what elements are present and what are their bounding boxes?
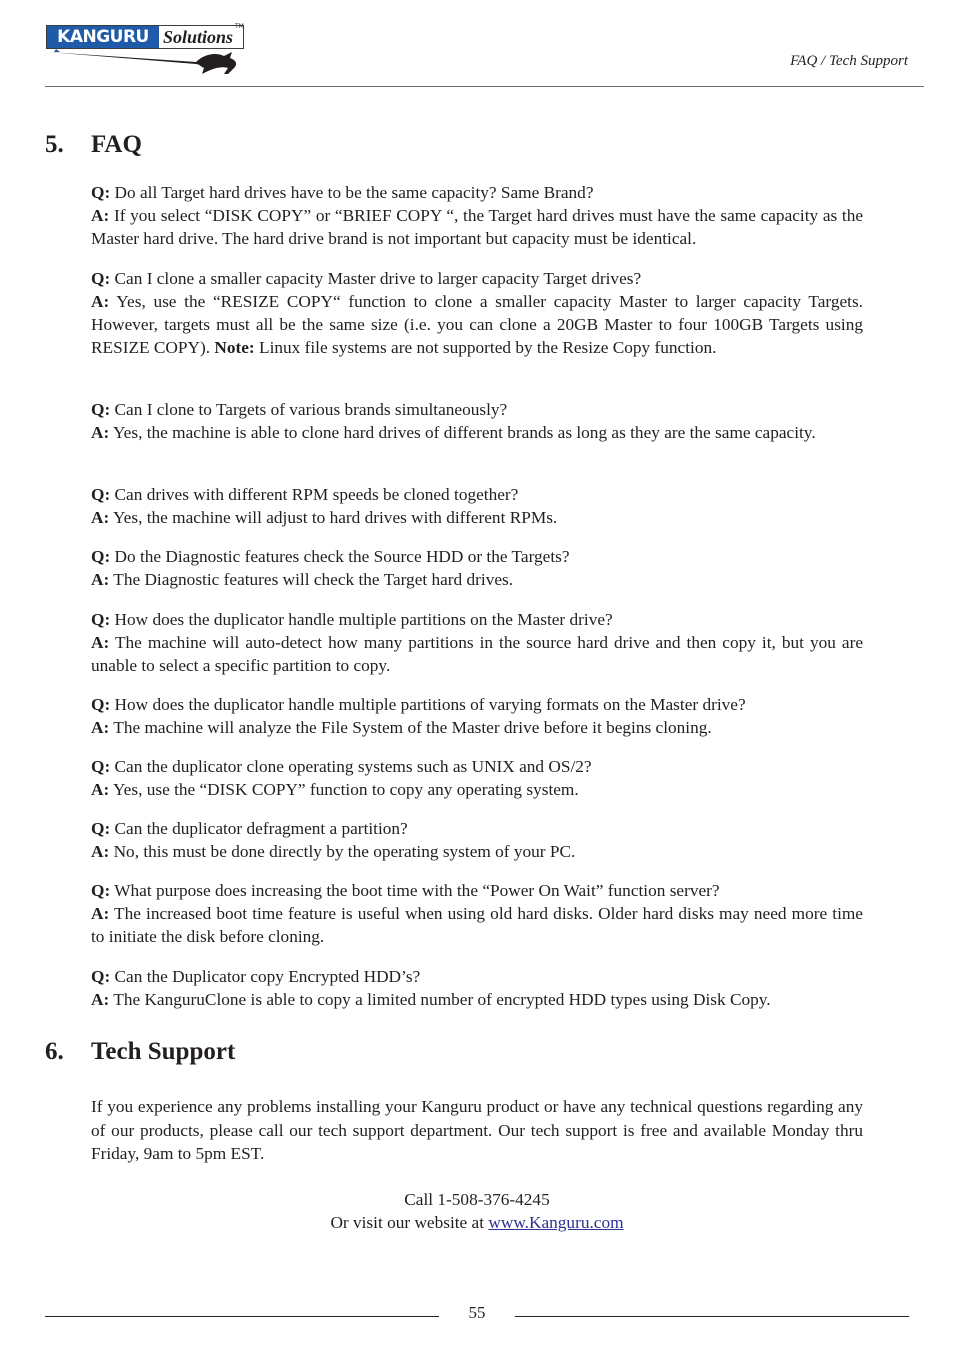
support-phone: Call 1-508-376-4245	[404, 1190, 550, 1209]
faq-question: Q: Do all Target hard drives have to be the same capacity? Same Brand?	[91, 183, 594, 202]
faq-answer: A: Yes, use the “DISK COPY” function to copy any operating system.	[91, 780, 579, 799]
footer-divider-left	[45, 1316, 439, 1317]
faq-question: Q: Can drives with different RPM speeds be cloned together?	[91, 485, 519, 504]
faq-answer: A: The machine will analyze the File System of the Master drive before it begins cloning.	[91, 718, 712, 737]
faq-question: Q: Can I clone a smaller capacity Master drive to larger capacity Target drives?	[91, 269, 642, 288]
faq-note: Linux file systems are not supported by the Resize Copy function.	[259, 338, 717, 357]
logo-trademark: TM	[235, 23, 244, 30]
support-contact	[91, 1188, 863, 1234]
faq-section-number: 5.	[45, 131, 64, 158]
kanguru-logo	[46, 22, 246, 78]
tech-support-heading	[45, 1037, 235, 1067]
page-header	[0, 0, 954, 90]
faq-item	[91, 879, 863, 948]
faq-question: Q: Can the Duplicator copy Encrypted HDD’s?	[91, 967, 421, 986]
faq-question: Q: Can the duplicator defragment a partition?	[91, 819, 408, 838]
logo-solutions-text: Solutions	[163, 27, 234, 47]
faq-question: Q: Can the duplicator clone operating systems such as UNIX and OS/2?	[91, 757, 592, 776]
faq-item	[91, 545, 863, 591]
kangaroo-swoosh-icon	[46, 48, 244, 76]
logo-frame	[46, 25, 244, 49]
support-paragraph: If you experience any problems installing your Kanguru product or have any technical questions regarding any of our products, please call our tech support department. Our tech support is free and available Monday thru Friday, 9am to 5pm EST.	[91, 1097, 863, 1163]
faq-answer: A: Yes, the machine is able to clone hard drives of different brands as long as they are the same capacity.	[91, 423, 816, 442]
header-section-title: FAQ / Tech Support	[790, 53, 908, 69]
faq-answer: A: No, this must be done directly by the operating system of your PC.	[91, 842, 576, 861]
faq-item	[91, 965, 863, 1011]
faq-question: Q: How does the duplicator handle multiple partitions of varying formats on the Master drive?	[91, 695, 746, 714]
faq-question: Q: What purpose does increasing the boot time with the “Power On Wait” function server?	[91, 881, 720, 900]
footer-divider-right	[515, 1316, 909, 1317]
support-section-title: Tech Support	[91, 1038, 236, 1065]
faq-item	[91, 817, 863, 863]
logo-wordmark: KANGURU	[47, 26, 159, 48]
faq-answer: A: The increased boot time feature is useful when using old hard disks. Older hard disks may need more time to initiate the disk before cloning.	[91, 904, 863, 946]
faq-answer: A: The KanguruClone is able to copy a limited number of encrypted HDD types using Disk Copy.	[91, 990, 771, 1009]
faq-item	[91, 267, 863, 359]
faq-item	[91, 608, 863, 677]
faq-item	[91, 398, 863, 444]
faq-question: Q: Can I clone to Targets of various brands simultaneously?	[91, 400, 508, 419]
faq-item	[91, 755, 863, 801]
faq-question: Q: How does the duplicator handle multiple partitions on the Master drive?	[91, 610, 613, 629]
page-number: 55	[468, 1303, 486, 1322]
faq-question: Q: Do the Diagnostic features check the Source HDD or the Targets?	[91, 547, 570, 566]
faq-item	[91, 693, 863, 739]
header-divider	[45, 86, 924, 87]
faq-section-title: FAQ	[91, 131, 142, 158]
support-website-link[interactable]: www.Kanguru.com	[488, 1213, 624, 1232]
support-website-prefix: Or visit our website at	[330, 1213, 485, 1232]
faq-answer: A: The Diagnostic features will check the Target hard drives.	[91, 570, 514, 589]
support-section-number: 6.	[45, 1038, 64, 1065]
faq-answer: A: The machine will auto-detect how many partitions in the source hard drive and then copy it, but you are unable to select a specific partition to copy.	[91, 633, 863, 675]
faq-answer: A: Yes, the machine will adjust to hard drives with different RPMs.	[91, 508, 558, 527]
faq-answer: A: Yes, use the “RESIZE COPY“ function to clone a smaller capacity Master to larger capacity Targets. However, targets must all be the same size (i.e. you can clone a 20GB Master to four 100GB Targets using RESIZE COPY). Note: Linux file systems are not supported by the Resize Copy function.	[91, 292, 863, 357]
faq-heading	[45, 130, 142, 160]
faq-item	[91, 181, 863, 250]
faq-item	[91, 483, 863, 529]
faq-note-label: Note:	[214, 338, 255, 357]
support-website-line	[91, 1211, 863, 1234]
faq-answer: A: If you select “DISK COPY” or “BRIEF COPY “, the Target hard drives must have the same capacity as the Master hard drive. The hard drive brand is not important but capacity must be identical.	[91, 206, 864, 248]
